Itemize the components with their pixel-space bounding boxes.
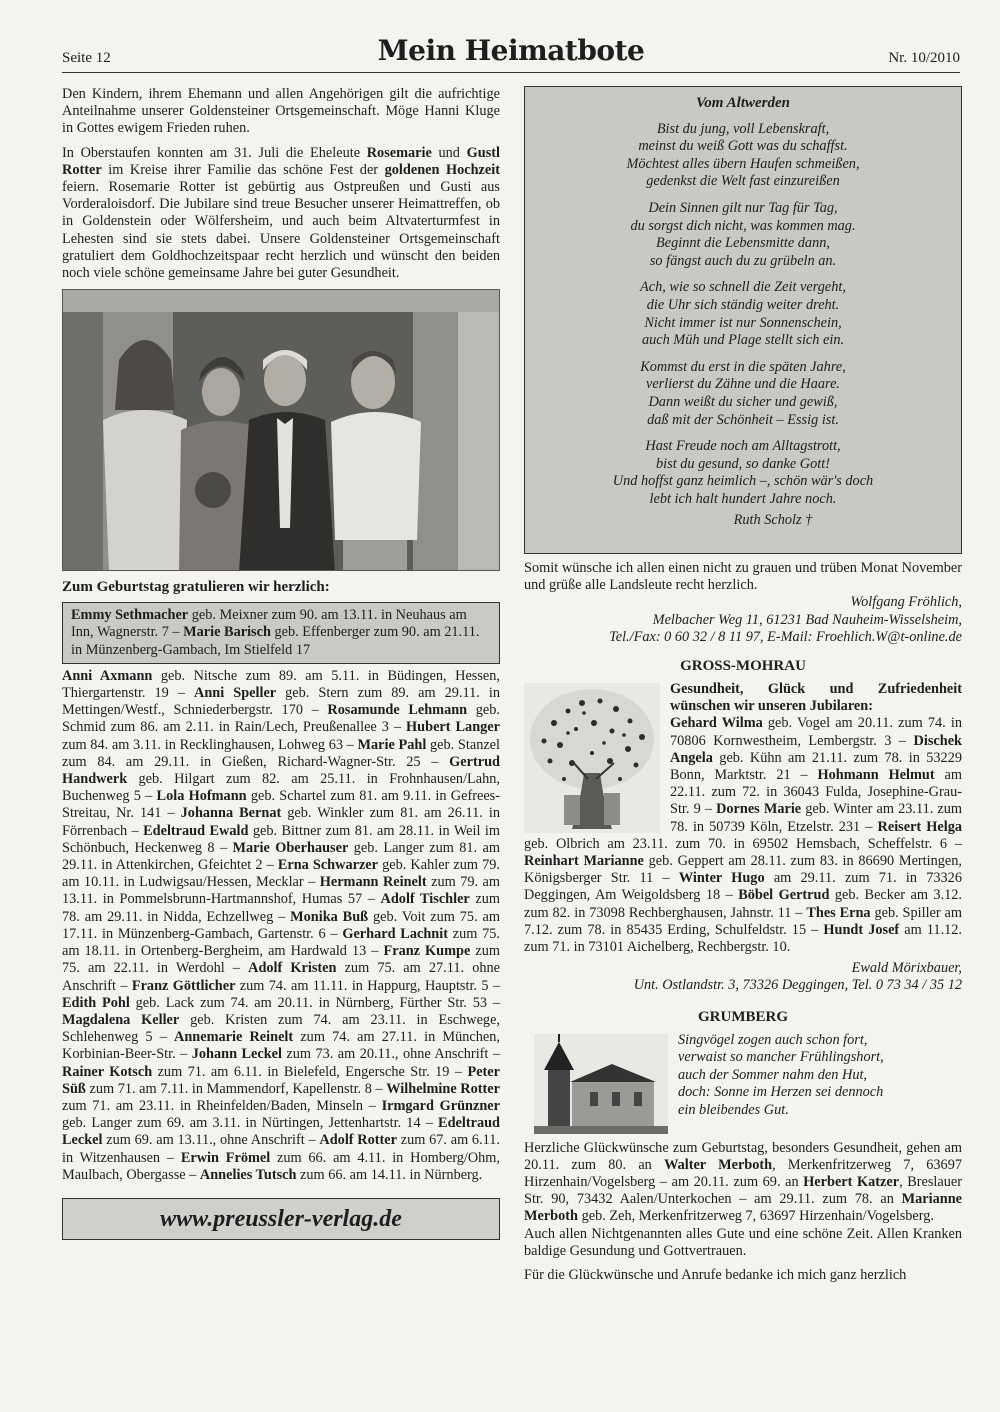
list-item: Erwin Frömel zum 66. am 4.11. in Homberg/Ohm, Maulbach, Obergasse – (62, 1149, 500, 1183)
list-item: Adolf Kristen zum 75. am 27.11. ohne Anschrift – (62, 960, 500, 994)
list-item: Reinhart Marianne geb. Geppert am 28.11. zum 83. in 86690 Mertingen, Königsberger Str. 11 – (524, 853, 962, 887)
list-item: Thes Erna geb. Spiller am 7.12. zum 78. in 85435 Erding, Schulfeldstr. 15 – (524, 904, 962, 938)
list-item: Rosamunde Lehmann geb. Schmid zum 86. am 2.11. in Rain/Lech, Preußenallee 3 – (62, 702, 500, 736)
paragraph-golden-wedding: In Oberstaufen konnten am 31. Juli die Eheleute Rosemarie und Gustl Rotter im Kreise ihrer Familie das schöne Fest der goldenen Hochzeit feiern. Rosemarie Rotter ist gebürtig aus Ostpreußen und Gusti aus Vorderaloisdorf. Die Jubilare sind treue Besucher unserer Heimattreffen, ob in Goldenstein oder Wölfersheim, und auch beim Altvaterturmfest in Lehesten sind sie stets dabei. Unsere Goldensteiner Ortsgemeinschaft gratuliert dem Goldhochzeitspaar recht herzlich und wünscht den beiden noch viele schöne gemeinsame Jahre bei guter Gesundheit. (62, 144, 500, 282)
list-item: Erna Schwarzer geb. Kahler zum 79. am 10.11. in Ludwigsau/Hessen, Mecklar – (62, 857, 500, 891)
masthead-title: Mein Heimatbote (377, 34, 645, 67)
grumberg-verse: Singvögel zogen auch schon fort, verwaist so mancher Frühlingshort, auch der Sommer nahm den Hut, doch: Sonne im Herzen sei dennoch ein bleibendes Gut. (678, 1031, 884, 1119)
list-item: Magdalena Keller geb. Kristen zum 74. am 23.11. in Eschwege, Schlehenweg 5 – (62, 1011, 501, 1046)
name-marie-barisch: Marie Barisch (183, 624, 271, 641)
closing-paragraph: Somit wünsche ich allen einen nicht zu grauen und trüben Monat November und grüße alle Landsleute recht herzlich. (524, 560, 962, 594)
list-item: Adolf Rotter zum 67. am 6.11. in Witzenhausen – (62, 1132, 500, 1166)
gross-mohrau-intro: Gesundheit, Glück und Zufriedenheit wünschen wir unseren Jubilaren: (670, 681, 962, 715)
poem-stanza: Kommst du erst in die späten Jahre, verlierst du Zähne und die Haare. Dann weißt du sicher und gewiß, daß mit der Schönheit – Essig ist. (640, 358, 846, 428)
list-item: Lola Hofmann geb. Schartel zum 81. am 9.11. in Gefrees-Streitau, Nr. 141 – (62, 788, 500, 822)
list-item: Reisert Helga geb. Olbrich am 23.11. zum 70. in 69502 Hemsbach, Scheffelstr. 6 – (524, 818, 963, 852)
signature-moerixbauer: Ewald Mörixbauer, Unt. Ostlandstr. 3, 73326 Deggingen, Tel. 0 73 34 / 35 12 (633, 960, 962, 994)
list-item: Peter Süß zum 71. am 7.11. in Mammendorf, Kapellenstr. 8 – (62, 1063, 500, 1097)
list-item: Hermann Reinelt zum 79. am 13.11. in Pommelsbrunn-Hartmannshof, Humas 57 – (62, 874, 500, 908)
list-item: Gehard Wilma geb. Vogel am 20.11. zum 74. in 70806 Kornwestheim, Lembergstr. 3 – (670, 715, 962, 749)
tree-illustration (524, 683, 660, 833)
list-item: Johanna Bernat geb. Winkler zum 81. am 26.11. in Förrenbach – (62, 805, 500, 839)
poem-author: Ruth Scholz † (733, 512, 813, 529)
list-item: Hubert Langer zum 84. am 3.11. in Recklinghausen, Lohweg 63 – (62, 719, 500, 753)
list-item: Annemarie Reinelt zum 74. am 27.11. in München, Korbinian-Beer-Str. – (62, 1029, 500, 1063)
gross-mohrau-section (524, 681, 962, 956)
contact-email-line[interactable]: Tel./Fax: 0 60 32 / 8 11 97, E-Mail: Froehlich.W@t-online.de (609, 628, 962, 645)
list-item: Hundt Josef am 11.12. zum 71. in 73101 Aichelberg, Rechbergstr. 10. (524, 921, 963, 956)
church-illustration (534, 1034, 668, 1134)
birthday-highlight-box: Emmy Sethmacher geb. Meixner zum 90. am 13.11. in Neuhaus am Inn, Wagnerstr. 7 – Marie Barisch geb. Effenberger zum 90. am 21.11. in Münzenberg-Gambach, Im Stielfeld 17 (62, 602, 500, 664)
list-item: Franz Göttlicher zum 74. am 11.11. in Happurg, Hauptstr. 5 – (131, 977, 500, 994)
list-item: Marie Pahl geb. Stanzel zum 84. am 29.11. in Gießen, Richard-Wagner-Str. 25 – (62, 736, 501, 770)
list-item: Irmgard Grünzner geb. Langer zum 69. am 3.11. in Nürtingen, Jettenhartstr. 14 – (62, 1097, 500, 1132)
grumberg-thanks: Für die Glückwünsche und Anrufe bedanke ich mich ganz herzlich (524, 1267, 907, 1284)
list-item: Wilhelmine Rotter zum 71. am 23.11. in Rheinfelden/Baden, Minseln – (62, 1080, 500, 1114)
section-title-grumberg: GRUMBERG (698, 1008, 788, 1025)
poem-box (524, 86, 962, 554)
page-header (62, 34, 960, 70)
birthday-list (62, 668, 500, 1184)
header-rule (62, 72, 960, 73)
list-item: Gerhard Lachnit zum 75. am 18.11. in Ortenberg-Bergheim, am Hardwald 13 – (62, 925, 501, 960)
list-item: Anni Speller geb. Stern zum 89. am 29.11. in Mettingen/Westf., Schniederbergstr. 170 – (62, 685, 500, 719)
grumberg-verse-block (524, 1032, 962, 1136)
list-item: Gertrud Handwerk geb. Hilgart zum 82. am 25.11. in Frohnhausen/Lahn, Buchenweg 5 – (62, 753, 500, 805)
poem-stanza: Dein Sinnen gilt nur Tag für Tag, du sorgst dich nicht, was kommen mag. Beginnt die Lebensmitte dann, so fängst auch du zu grübeln an. (630, 199, 856, 269)
section-title-gross-mohrau: GROSS-MOHRAU (680, 658, 806, 675)
poem-stanza: Bist du jung, voll Lebenskraft, meinst du weiß Gott was du schaffst. Möchtest alles übern Haufen schmeißen, gedenkst die Welt fast einzureißen (626, 120, 860, 190)
list-item: Anni Axmann geb. Nitsche zum 89. am 5.11. in Büdingen, Hessen, Thiergartenstr. 19 – (62, 667, 500, 702)
grumberg-wishes: Auch allen Nichtgenannten alles Gute und eine schöne Zeit. Allen Kranken baldige Gesundung und Gottvertrauen. (524, 1225, 962, 1259)
poem-stanza: Ach, wie so schnell die Zeit vergeht, die Uhr sich ständig weiter dreht. Nicht immer ist nur Sonnenschein, auch Müh und Plage stellt sich ein. (640, 279, 846, 349)
list-item: Dornes Marie geb. Winter am 23.11. zum 78. in 50739 Köln, Etzelstr. 231 – (670, 801, 963, 835)
list-item: Edeltraud Leckel zum 69. am 13.11., ohne Anschrift – (62, 1115, 500, 1149)
publisher-url[interactable]: www.preussler-verlag.de (160, 1205, 402, 1232)
grumberg-paragraph: Herzliche Glückwünsche zum Geburtstag, besonders Gesundheit, gehen am 20.11. zum 80. an Walter Merboth, Merkenfritzerweg 7, 63697 Hirzenhain/Vogelsberg – am 20.11. zum 69. an Herbert Katzer, Breslauer Str. 90, 73432 Aalen/Unterkochen – am 29.11. zum 78. an Marianne Merboth geb. Zeh, Merkenfritzerweg 7, 63697 Hirzenhain/Vogelsberg. (524, 1139, 962, 1225)
list-item: Johann Leckel zum 73. am 20.11., ohne Anschrift – (191, 1046, 500, 1063)
list-item: Rainer Kotsch zum 71. am 6.11. in Bielefeld, Engersche Str. 19 – (62, 1063, 468, 1080)
name-rosemarie: Rosemarie (366, 144, 432, 161)
birthday-heading: Zum Geburtstag gratulieren wir herzlich: (62, 579, 330, 596)
poem-stanza: Hast Freude noch am Alltagstrott, bist du gesund, so danke Gott! Und hoffst ganz heimlich –, schön wär's doch lebt ich halt hundert Jahre noch. (612, 438, 874, 507)
term-golden-wedding: goldenen Hochzeit (384, 161, 500, 178)
signature-froehlich: Wolfgang Fröhlich, Melbacher Weg 11, 61231 Bad Nauheim-Wisselsheim, Tel./Fax: 0 60 32 / 8 11 97, E-Mail: Froehlich.W@t-online.de (524, 594, 962, 646)
list-item: Dischek Angela geb. Kühn am 21.11. zum 78. in 53229 Bonn, Marktstr. 21 – (670, 732, 962, 784)
issue-number: Nr. 10/2010 (888, 50, 960, 66)
paragraph-condolence: Den Kindern, ihrem Ehemann und allen Angehörigen gilt die aufrichtige Anteilnahme unserer Goldensteiner Ortsgemeinschaft. Möge Hanni Kluge in Gottes ewigem Frieden ruhen. (62, 86, 500, 137)
list-item: Edeltraud Ewald geb. Bittner zum 81. am 28.11. in Weil im Schönbuch, Heckenweg 8 – (62, 822, 500, 856)
family-photo-drawing (63, 290, 500, 571)
left-column (62, 86, 500, 1240)
list-item: Monika Buß geb. Voit zum 75. am 17.11. in Münzenberg-Gambach, Gartenstr. 6 – (62, 908, 500, 942)
name-emmy-sethmacher: Emmy Sethmacher (71, 607, 189, 624)
list-item: Winter Hugo am 29.11. zum 71. in 73326 Deggingen, Am Weigoldsberg 18 – (524, 870, 962, 904)
poem-title: Vom Altwerden (695, 95, 791, 111)
list-item: Edith Pohl geb. Lack zum 74. am 20.11. in Nürnberg, Fürther Str. 53 – (62, 994, 500, 1011)
family-photo (62, 289, 500, 571)
list-item: Adolf Tischler zum 78. am 29.11. in Nidda, Echzellweg – (62, 891, 500, 925)
list-item: Marie Oberhauser geb. Langer zum 81. am 29.11. in Attenkirchen, Gfeichtet 2 – (62, 839, 500, 874)
right-column (524, 86, 962, 1284)
publisher-url-box (62, 1198, 500, 1240)
list-item: Franz Kumpe zum 75. am 22.11. in Werdohl – (62, 943, 500, 977)
list-item: Böbel Gertrud geb. Becker am 3.12. zum 82. in 73098 Rechberghausen, Jahnstr. 11 – (524, 887, 962, 921)
name-gustl-rotter: Gustl Rotter (62, 144, 500, 178)
page-number: Seite 12 (62, 50, 111, 66)
list-item: Annelies Tutsch zum 66. am 14.11. in Nürnberg. (199, 1166, 483, 1183)
list-item: Hohmann Helmut am 22.11. zum 72. in 36043 Fulda, Josephine-Grau-Str. 9 – (670, 767, 962, 818)
